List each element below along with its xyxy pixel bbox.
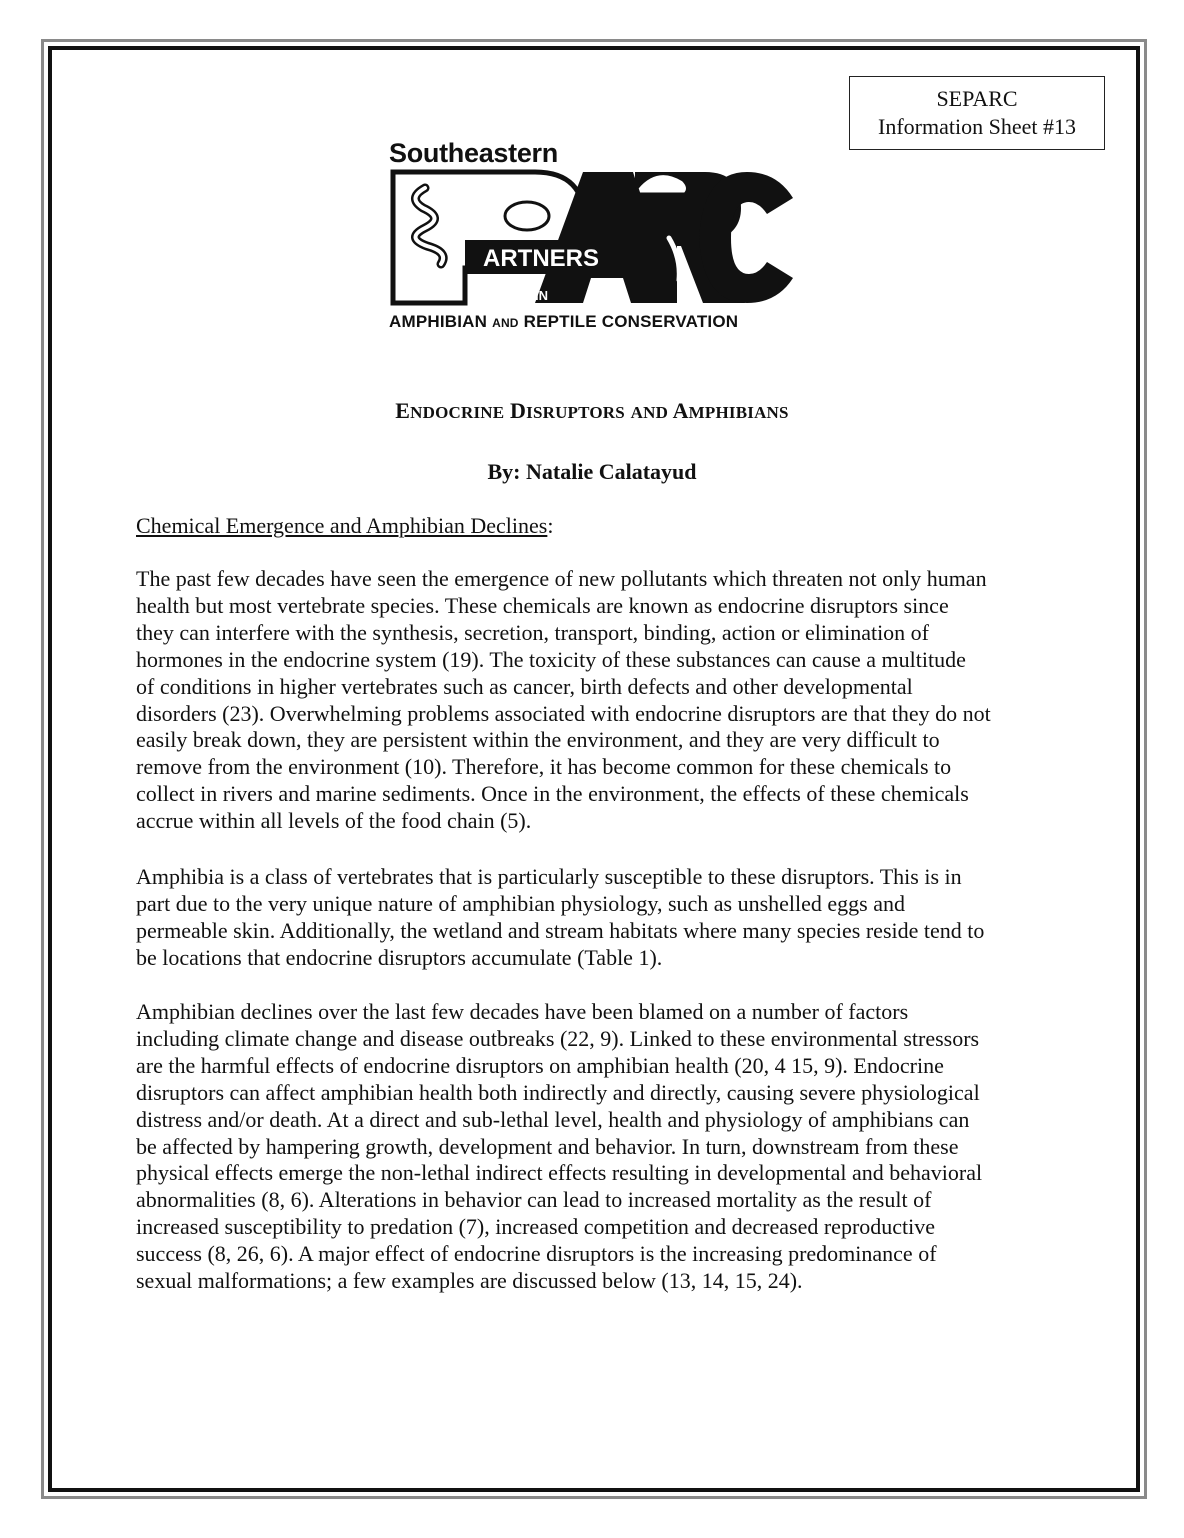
paragraph-line: be locations that endocrine disruptors accumulate (Table 1). bbox=[136, 944, 663, 970]
paragraph-line: hormones in the endocrine system (19). The toxicity of these substances can cause a multitude bbox=[136, 646, 966, 672]
paragraph-line: abnormalities (8, 6). Alterations in behavior can lead to increased mortality as the result of bbox=[136, 1187, 932, 1213]
paragraph-line: The past few decades have seen the emergence of new pollutants which threaten not only human bbox=[136, 566, 987, 591]
parc-letters-graphic bbox=[385, 128, 805, 338]
info-sheet-number: Information Sheet #13 bbox=[878, 114, 1076, 139]
info-sheet-org: SEPARC bbox=[936, 86, 1018, 111]
paragraph-line: be affected by hampering growth, development and behavior. In turn, downstream from these bbox=[136, 1133, 959, 1159]
paragraph-line: part due to the very unique nature of amphibian physiology, such as unshelled eggs and bbox=[136, 890, 906, 916]
paragraph-line: distress and/or death. At a direct and sub-lethal level, health and physiology of amphibians can bbox=[136, 1106, 970, 1132]
paragraph-2 bbox=[136, 864, 984, 972]
logo-bottom-and: AND bbox=[492, 316, 519, 330]
author-line: By: Natalie Calatayud bbox=[487, 459, 697, 484]
paragraph-line: Amphibian declines over the last few decades have been blamed on a number of factors bbox=[136, 999, 909, 1024]
section-heading-text: Chemical Emergence and Amphibian Declines bbox=[136, 513, 548, 538]
paragraph-line: sexual malformations; a few examples are discussed below (13, 14, 15, 24). bbox=[136, 1268, 803, 1294]
logo-in-text: IN bbox=[535, 288, 548, 303]
logo-bottom-reptile: REPTILE CONSERVATION bbox=[523, 312, 739, 331]
logo-top-text: Southeastern bbox=[389, 138, 558, 168]
paragraph-line: Amphibia is a class of vertebrates that is particularly susceptible to these disruptors. This is in bbox=[136, 864, 962, 889]
paragraph-line: health but most vertebrate species. These chemicals are known as endocrine disruptors since bbox=[136, 592, 949, 618]
paragraph-line: are the harmful effects of endocrine disruptors on amphibian health (20, 4 15, 9). Endocrine bbox=[136, 1052, 944, 1078]
logo-partners-text: ARTNERS bbox=[483, 245, 600, 272]
paragraph-line: increased susceptibility to predation (7), increased competition and decreased reproductive bbox=[136, 1214, 936, 1240]
paragraph-3 bbox=[136, 999, 982, 1295]
paragraph-line: accrue within all levels of the food chain (5). bbox=[136, 808, 532, 834]
paragraph-line: remove from the environment (10). Therefore, it has become common for these chemicals to bbox=[136, 754, 952, 780]
document-title: ENDOCRINE DISRUPTORS AND AMPHIBIANS bbox=[395, 398, 789, 423]
paragraph-line: permeable skin. Additionally, the wetland and stream habitats where many species reside tend to bbox=[136, 917, 985, 943]
logo-bottom-text bbox=[389, 312, 738, 332]
paragraph-line: easily break down, they are persistent within the environment, and they are very difficult to bbox=[136, 727, 940, 753]
paragraph-line: including climate change and disease outbreaks (22, 9). Linked to these environmental stressors bbox=[136, 1025, 980, 1051]
paragraph-line: of conditions in higher vertebrates such as cancer, birth defects and other developmental bbox=[136, 673, 913, 699]
logo-bottom-amphibian: AMPHIBIAN bbox=[389, 312, 488, 331]
paragraph-line: collect in rivers and marine sediments. Once in the environment, the effects of these chemicals bbox=[136, 781, 969, 807]
paragraph-line: disruptors can affect amphibian health both indirectly and directly, causing severe physiological bbox=[136, 1079, 980, 1105]
paragraph-line: disorders (23). Overwhelming problems associated with endocrine disruptors are that they do not bbox=[136, 700, 991, 726]
info-sheet-box bbox=[849, 76, 1105, 150]
section-heading: Chemical Emergence and Amphibian Declines: bbox=[136, 513, 554, 538]
separc-logo bbox=[385, 128, 805, 338]
paragraph-line: success (8, 26, 6). A major effect of endocrine disruptors is the increasing predominance of bbox=[136, 1241, 937, 1267]
paragraph-line: they can interfere with the synthesis, secretion, transport, binding, action or elimination of bbox=[136, 619, 930, 645]
paragraph-line: physical effects emerge the non-lethal indirect effects resulting in developmental and behavioral bbox=[136, 1160, 983, 1186]
paragraph-1 bbox=[136, 566, 991, 835]
